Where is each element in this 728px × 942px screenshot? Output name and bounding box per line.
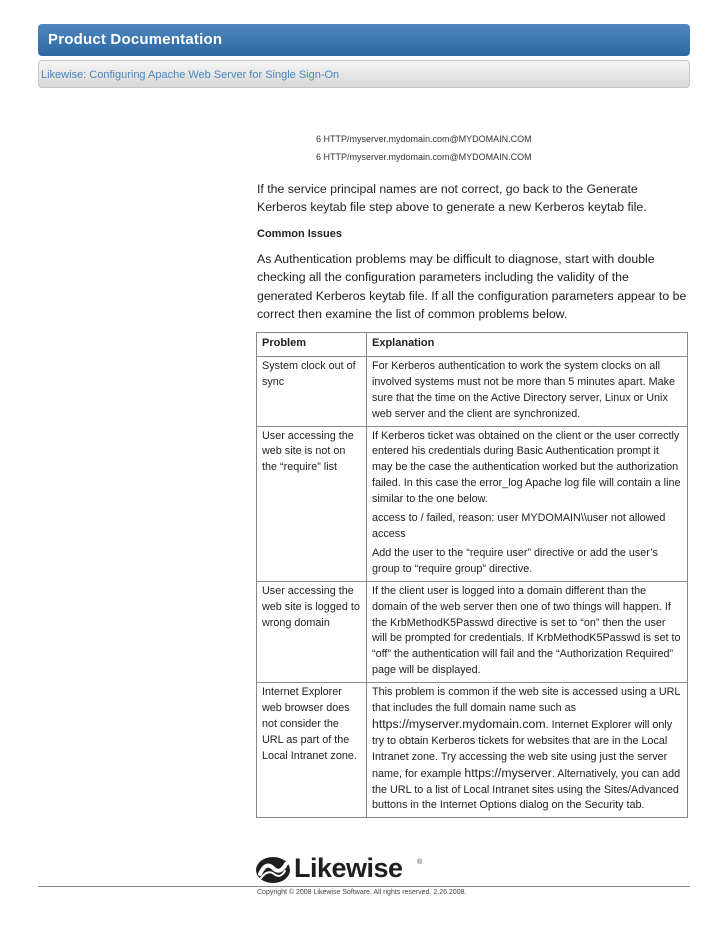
problem-cell: System clock out of sync [257, 356, 367, 426]
table-header-row [257, 333, 688, 357]
url-text: https://myserver [464, 765, 552, 780]
spn-line: 6 HTTP/myserver.mydomain.com@MYDOMAIN.COM [316, 152, 532, 162]
table-row [257, 356, 688, 426]
explanation-text-part: . Internet Explorer will only try to obtain Kerberos tickets for websites that are in the Local Intranet zone. Try accessing the web site using just the server name, for example [372, 718, 673, 780]
table-header-explanation: Explanation [367, 333, 688, 357]
header-bar [38, 24, 690, 56]
explanation-text [372, 685, 682, 814]
table-row [257, 426, 688, 581]
likewise-logo-icon [255, 855, 291, 885]
url-text: https://myserver.mydomain.com [372, 716, 546, 731]
page-header-title: Product Documentation [48, 31, 223, 48]
section-heading: Common Issues [257, 228, 342, 240]
explanation-cell [367, 683, 688, 818]
likewise-logo [255, 855, 425, 887]
explanation-cell [367, 356, 688, 426]
explanation-text: If the client user is logged into a domain different than the domain of the web server then one of two things will happen. If the KrbMethodK5Passwd directive is set to “on” then the user will be prompted for credentials. If KrbMethodK5Passwd is set to “off” the authentication will fail and the “Authorization Required” page will be displayed. [372, 584, 681, 677]
explanation-text: Add the user to the “require user” directive or add the user’s group to “require group” directive. [372, 546, 658, 575]
intro-paragraph: If the service principal names are not correct, go back to the Generate Kerberos keytab file step above to generate a new Kerberos keytab file. [257, 182, 647, 215]
common-issues-paragraph: As Authentication problems may be difficult to diagnose, start with double checking all the configuration parameters including the validity of the generated Kerberos keytab file. If all the configuration parameters appear to be correct then examine the list of common problems below. [257, 252, 687, 321]
spn-line: 6 HTTP/myserver.mydomain.com@MYDOMAIN.COM [316, 134, 532, 144]
document-subtitle: Likewise: Configuring Apache Web Server for Single Sign-On [41, 69, 340, 81]
table-row [257, 683, 688, 818]
copyright-text: Copyright © 2008 Likewise Software. All rights reserved. 2.26.2008. [257, 889, 467, 896]
subheader-bar [38, 60, 690, 88]
table-row [257, 581, 688, 682]
table-header-problem: Problem [257, 333, 367, 357]
explanation-text-part: . Alternatively, you can add the URL to a list of Local Intranet sites using the Sites/Advanced buttons in the Internet Options dialog on the Security tab. [372, 767, 681, 812]
footer-divider [38, 886, 690, 887]
explanation-text-part: This problem is common if the web site is accessed using a URL that includes the full domain name such as [372, 686, 681, 715]
explanation-text: For Kerberos authentication to work the system clocks on all involved systems must not be more than 5 minutes apart. Make sure that the time on the Active Directory server, Linux or Unix web server and the client are synchronized. [372, 359, 676, 420]
log-line-text: access to / failed, reason: user MYDOMAIN\\user not allowed access [372, 512, 666, 540]
explanation-text: If Kerberos ticket was obtained on the client or the user correctly entered his credentials during Basic Authentication prompt it may be the case the authentication worked but the authorization failed. In this case the error_log Apache log file will contain a line similar to the one below. [372, 429, 681, 506]
problem-cell: Internet Explorer web browser does not consider the URL as part of the Local Intranet zone. [257, 683, 367, 818]
problem-cell: User accessing the web site is not on the “require” list [257, 426, 367, 581]
explanation-cell [367, 426, 688, 581]
problem-cell: User accessing the web site is logged to wrong domain [257, 581, 367, 682]
common-issues-table [256, 332, 688, 818]
registered-mark: ® [417, 859, 423, 866]
explanation-cell [367, 581, 688, 682]
logo-wordmark: Likewise [294, 853, 403, 883]
